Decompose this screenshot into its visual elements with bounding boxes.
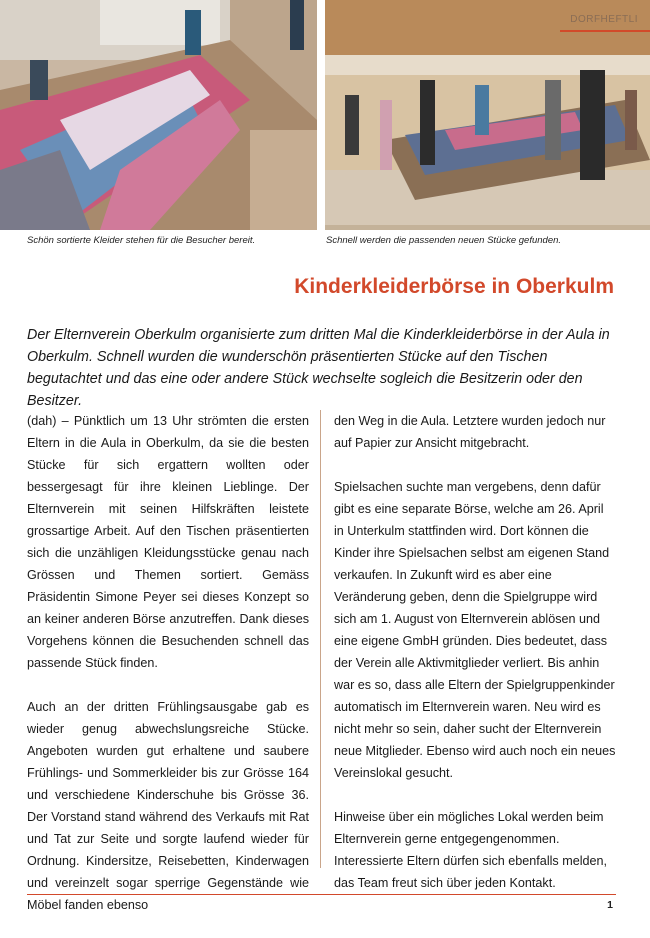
paragraph: Auch an der dritten Frühlingsausgabe gab es wieder genug abwechslungsreiche Stücke. Angeboten wurden gut erhaltene und saubere Frühlings- und Sommerkleider bis zur Grösse 164 und verschiedene Kinderschuhe bis Grösse 36. Der Vorstand stand während des Verkaufs mit Rat und Tat zur Seite und sorgte laufend wieder für Ordnung. Kindersitze, Reisebetten, Kinderwagen und vereinzelt sogar sperrige Gegenstände wie Möbel fanden ebenso	[27, 700, 309, 912]
paragraph: den Weg in die Aula. Letztere wurden jedoch nur auf Papier zur Ansicht mitgebracht.	[334, 414, 606, 450]
brand-accent-line	[560, 30, 650, 32]
page-number: 1	[607, 899, 613, 911]
photo-visitors-aula	[325, 0, 650, 230]
photo-clothes-tables	[0, 0, 317, 230]
brand-label: DORFHEFTLI	[570, 14, 638, 25]
footer-rule	[27, 894, 616, 895]
photo-visitors-aula-image	[325, 0, 650, 230]
article-title: Kinderkleiderbörse in Oberkulm	[294, 275, 614, 298]
photo-clothes-tables-image	[0, 0, 317, 230]
article-lead: Der Elternverein Oberkulm organisierte zum dritten Mal die Kinderkleiderbörse in der Aula in Oberkulm. Schnell wurden die wunderschön präsentierten Stücke auf den Tischen begutachtet und das eine oder andere Stück wechselte sogleich die Besitzerin oder den Besitzer.	[27, 327, 610, 409]
article-column-left	[27, 410, 309, 938]
photo-caption-right: Schnell werden die passenden neuen Stücke gefunden.	[326, 235, 562, 246]
paragraph: (dah) – Pünktlich um 13 Uhr strömten die ersten Eltern in die Aula in Oberkulm, da sie die besten Stücke für sich ergattern wollten oder bessergesagt für ihre kleinen Lieblinge. Der Elternverein mit seinen Hilfskräften leistete grossartige Arbeit. Auf den Tischen präsentierten sich die unzähligen Kleidungsstücke genau nach Grössen und Themen sortiert. Gemäss Präsidentin Simone Peyer sei dieses Konzept so an keiner anderen Börse anzutreffen. Dank dieses Vorgehens können die Besuchenden schnell das passende Stück finden.	[27, 414, 309, 670]
photo-caption-left: Schön sortierte Kleider stehen für die Besucher bereit.	[27, 235, 256, 246]
article-column-right	[334, 410, 616, 916]
column-divider	[320, 410, 321, 868]
paragraph: Spielsachen suchte man vergebens, denn dafür gibt es eine separate Börse, welche am 26. April in Unterkulm stattfinden wird. Dort können die Kinder ihre Spielsachen selbst am eigenen Stand verkaufen. In Zukunft wird es aber eine Veränderung geben, denn die Spielgruppe wird sich am 1. August von Elternverein ablösen und eine eigene GmbH gründen. Dies bedeutet, dass der Verein alle Aktivmitglieder verliert. Bis anhin war es so, dass alle Eltern der Spielgruppenkinder automatisch im Elternverein waren. Neu wird es nicht mehr so sein, daher sucht der Elternverein neue Mitglieder. Ebenso wird auch noch ein neues Vereinslokal gesucht.	[334, 480, 616, 780]
paragraph: Hinweise über ein mögliches Lokal werden beim Elternverein gerne entgegengenommen. Interessierte Eltern dürfen sich ebenfalls melden, das Team freut sich über jeden Kontakt.	[334, 810, 608, 890]
